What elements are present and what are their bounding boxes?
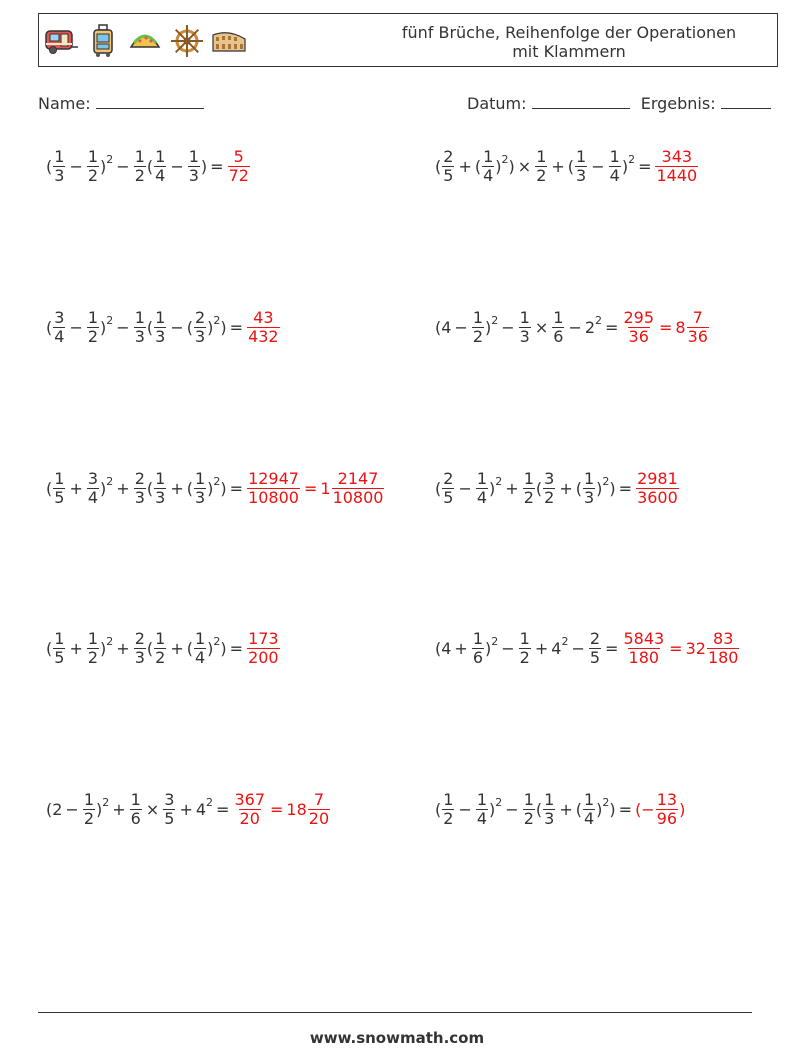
problem-2: ( $\frac{2}{5}$ + ( $\frac{1}{4}$ ) 2 ) × $\frac{1}{2}$ + ( $\frac{1}{3}$ − $\frac{1}{4}$ ) 2 = $\frac{343}{1440}$ — [435, 147, 698, 185]
problem-5: ( $\frac{1}{5}$ + $\frac{3}{4}$ ) 2 + $\frac{2}{3}$ ( $\frac{1}{3}$ + ( $\frac{1}{3}$ ) 2 ) = $\frac{12947}{10800}$ = 1 $\frac{2147}{10800}$ — [46, 469, 384, 507]
answer-4-whole: 8 — [675, 318, 686, 337]
name-field — [38, 93, 204, 113]
answer-10-close: ) — [679, 800, 686, 819]
answer-9-mixed: $\frac{7}{20}$ — [308, 790, 330, 828]
problem-8: (4 + $\frac{1}{6}$ ) 2 − $\frac{1}{2}$ + 4 2 − $\frac{2}{5}$ = $\frac{5843}{180}$ = 32 $\frac{83}{180}$ — [435, 629, 739, 667]
answer-9: $\frac{367}{20}$ — [234, 790, 265, 828]
answer-3: $\frac{43}{432}$ — [248, 308, 279, 346]
answer-10-sign: (− — [635, 800, 655, 819]
answer-5: $\frac{12947}{10800}$ — [248, 469, 299, 507]
footer-divider — [38, 1012, 752, 1013]
answer-2: $\frac{343}{1440}$ — [656, 147, 698, 185]
header-icons — [43, 22, 247, 60]
date-line[interactable] — [532, 93, 630, 109]
title-line-2: mit Klammern — [512, 42, 626, 61]
worksheet-title — [379, 23, 759, 61]
answer-1: $\frac{5}{72}$ — [228, 147, 249, 185]
answer-9-whole: 18 — [286, 800, 307, 819]
answer-10: $\frac{13}{96}$ — [656, 790, 678, 828]
title-line-1: fünf Brüche, Reihenfolge der Operationen — [401, 23, 737, 42]
name-line[interactable] — [96, 93, 204, 109]
problem-4: (4 − $\frac{1}{2}$ ) 2 − $\frac{1}{3}$ × $\frac{1}{6}$ − 2 2 = $\frac{295}{36}$ = 8 $\frac{7}{36}$ — [435, 308, 708, 346]
answer-6: $\frac{2981}{3600}$ — [637, 469, 678, 507]
problem-7: ( $\frac{1}{5}$ + $\frac{1}{2}$ ) 2 + $\frac{2}{3}$ ( $\frac{1}{2}$ + ( $\frac{1}{4}$ ) 2 ) = $\frac{173}{200}$ — [46, 629, 279, 667]
footer-url[interactable]: www.snowmath.com — [309, 1029, 485, 1047]
problem-3: ( $\frac{3}{4}$ − $\frac{1}{2}$ ) 2 − $\frac{1}{3}$ ( $\frac{1}{3}$ − ( $\frac{2}{3}$ ) 2 ) = $\frac{43}{432}$ — [46, 308, 279, 346]
name-label: Name: — [38, 94, 91, 113]
answer-8: $\frac{5843}{180}$ — [623, 629, 665, 667]
problem-1: ( $\frac{1}{3}$ − $\frac{1}{2}$ ) 2 − $\frac{1}{2}$ ( $\frac{1}{4}$ − $\frac{1}{3}$ ) = $\frac{5}{72}$ — [46, 147, 249, 185]
camper-van-icon — [43, 22, 79, 60]
answer-4: $\frac{295}{36}$ — [623, 308, 654, 346]
answer-5-mixed: $\frac{2147}{10800}$ — [332, 469, 384, 507]
answer-4-mixed: $\frac{7}{36}$ — [687, 308, 708, 346]
taco-icon — [127, 22, 163, 60]
luggage-icon — [85, 22, 121, 60]
ship-wheel-icon — [169, 22, 205, 60]
answer-7: $\frac{173}{200}$ — [248, 629, 279, 667]
date-result-fields — [467, 93, 771, 113]
answer-8-whole: 32 — [685, 639, 706, 658]
problem-9: (2 − $\frac{1}{2}$ ) 2 + $\frac{1}{6}$ × $\frac{3}{5}$ + 4 2 = $\frac{367}{20}$ = 18 $\frac{7}{20}$ — [46, 790, 330, 828]
answer-5-whole: 1 — [320, 479, 331, 498]
colosseum-icon — [211, 22, 247, 60]
problem-6: ( $\frac{2}{5}$ − $\frac{1}{4}$ ) 2 + $\frac{1}{2}$ ( $\frac{3}{2}$ + ( $\frac{1}{3}$ ) 2 ) = $\frac{2981}{3600}$ — [435, 469, 678, 507]
worksheet-header — [38, 13, 778, 67]
answer-8-mixed: $\frac{83}{180}$ — [707, 629, 739, 667]
problem-10: ( $\frac{1}{2}$ − $\frac{1}{4}$ ) 2 − $\frac{1}{2}$ ( $\frac{1}{3}$ + ( $\frac{1}{4}$ ) 2 ) = (− $\frac{13}{96}$ ) — [435, 790, 686, 828]
date-label: Datum: — [467, 94, 527, 113]
result-label: Ergebnis: — [640, 94, 716, 113]
result-line[interactable] — [721, 93, 771, 109]
